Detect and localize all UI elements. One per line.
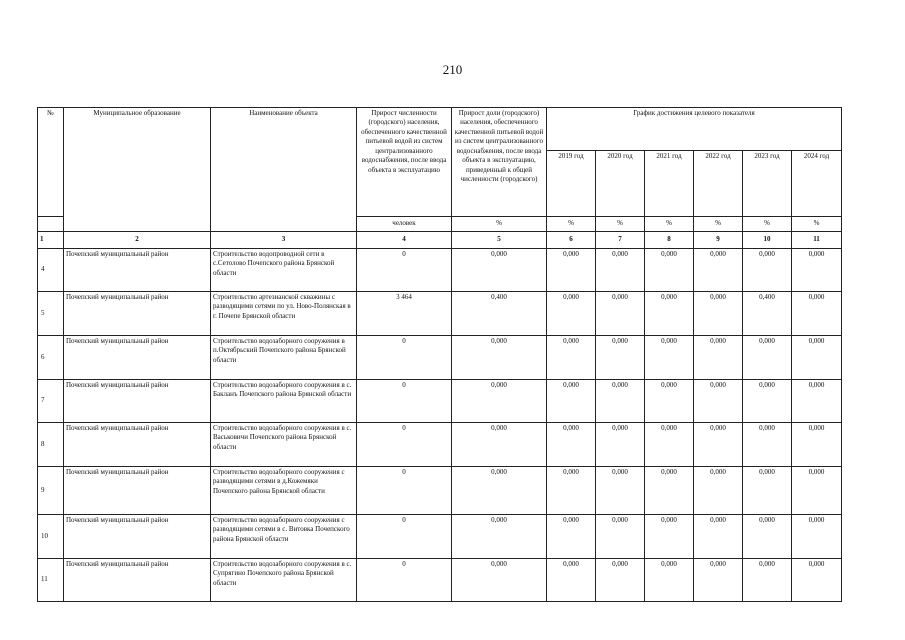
- municipality-cell: Почепский муниципальный район: [64, 467, 211, 515]
- municipality-cell: Почепский муниципальный район: [64, 336, 211, 380]
- header-num: №: [38, 108, 64, 217]
- year-value-cell: 0,000: [645, 423, 694, 467]
- share-growth-cell: 0,000: [452, 336, 547, 380]
- year-value-cell: 0,000: [547, 467, 596, 515]
- table-row: [38, 559, 842, 602]
- column-number: 4: [357, 232, 452, 249]
- object-name-cell: Строительство водозаборного сооружения в п.Октябрьский Почепского района Брянской области: [211, 336, 357, 380]
- year-value-cell: 0,000: [792, 292, 842, 336]
- unit-year: %: [743, 217, 792, 232]
- year-value-cell: 0,000: [694, 336, 743, 380]
- pop-growth-cell: 0: [357, 423, 452, 467]
- column-number: 8: [645, 232, 694, 249]
- year-value-cell: 0,000: [645, 249, 694, 292]
- year-value-cell: 0,000: [694, 423, 743, 467]
- row-number: 5: [38, 292, 64, 336]
- year-value-cell: 0,000: [792, 423, 842, 467]
- year-value-cell: 0,000: [743, 249, 792, 292]
- year-value-cell: 0,000: [596, 380, 645, 423]
- object-name-cell: Строительство артезианской скважины с разводящими сетями по ул. Ново-Полянская в г. Почепе Брянской области: [211, 292, 357, 336]
- year-value-cell: 0,000: [792, 380, 842, 423]
- year-value-cell: 0,000: [645, 467, 694, 515]
- object-name-cell: Строительство водозаборного сооружения с разводящими сетями в д.Кожемяки Почепского района Брянской области: [211, 467, 357, 515]
- share-growth-cell: 0,000: [452, 515, 547, 559]
- year-value-cell: 0,000: [547, 292, 596, 336]
- unit-year: %: [792, 217, 842, 232]
- share-growth-cell: 0,000: [452, 467, 547, 515]
- year-value-cell: 0,000: [596, 292, 645, 336]
- row-number: 9: [38, 467, 64, 515]
- year-value-cell: 0,000: [694, 467, 743, 515]
- column-number: 5: [452, 232, 547, 249]
- pop-growth-cell: 0: [357, 467, 452, 515]
- header-schedule: График достижения целевого показателя: [547, 108, 842, 151]
- column-number: 1: [38, 232, 64, 249]
- year-value-cell: 0,000: [792, 559, 842, 602]
- unit-year: %: [596, 217, 645, 232]
- header-year-2021: 2021 год: [645, 151, 694, 217]
- pop-growth-cell: 0: [357, 249, 452, 292]
- unit-year: %: [547, 217, 596, 232]
- municipality-cell: Почепский муниципальный район: [64, 515, 211, 559]
- municipality-cell: Почепский муниципальный район: [64, 423, 211, 467]
- year-value-cell: 0,000: [547, 559, 596, 602]
- header-year-2019: 2019 год: [547, 151, 596, 217]
- pop-growth-cell: 0: [357, 336, 452, 380]
- page-number: 210: [442, 62, 463, 77]
- column-number: 2: [64, 232, 211, 249]
- column-number: 7: [596, 232, 645, 249]
- object-name-cell: Строительство водозаборного сооружения в с. Бакланъ Почепского района Брянской области: [211, 380, 357, 423]
- object-name-cell: Строительство водозаборного сооружения в с. Супрягино Почепского района Брянской области: [211, 559, 357, 602]
- table-row: [38, 423, 842, 467]
- row-number: 11: [38, 559, 64, 602]
- table-row: [38, 515, 842, 559]
- municipality-cell: Почепский муниципальный район: [64, 249, 211, 292]
- header-object-name: Наименование объекта: [211, 108, 357, 232]
- year-value-cell: 0,000: [694, 380, 743, 423]
- year-value-cell: 0,400: [743, 292, 792, 336]
- column-number: 6: [547, 232, 596, 249]
- header-pop-growth: Прирост численности (городского) населения, обеспеченного качественной питьевой водой из систем централизованного водоснабжения, после ввода объекта в эксплуатацию: [357, 108, 452, 217]
- year-value-cell: 0,000: [596, 249, 645, 292]
- year-value-cell: 0,000: [645, 380, 694, 423]
- column-numbers-row: [38, 232, 842, 249]
- year-value-cell: 0,000: [645, 336, 694, 380]
- table-row: [38, 380, 842, 423]
- pop-growth-cell: 3 464: [357, 292, 452, 336]
- year-value-cell: 0,000: [792, 249, 842, 292]
- header-year-2023: 2023 год: [743, 151, 792, 217]
- year-value-cell: 0,000: [792, 467, 842, 515]
- table-row: [38, 467, 842, 515]
- pop-growth-cell: 0: [357, 380, 452, 423]
- year-value-cell: 0,000: [743, 467, 792, 515]
- column-number: 3: [211, 232, 357, 249]
- year-value-cell: 0,000: [645, 292, 694, 336]
- unit-pop: человек: [357, 217, 452, 232]
- row-number: 8: [38, 423, 64, 467]
- year-value-cell: 0,000: [792, 515, 842, 559]
- header-year-2020: 2020 год: [596, 151, 645, 217]
- share-growth-cell: 0,400: [452, 292, 547, 336]
- year-value-cell: 0,000: [596, 336, 645, 380]
- header-share-growth: Прирост доли (городского) населения, обеспеченного качественной питьевой водой из систем централизованного водоснабжения, после ввода объекта в эксплуатацию, приведенный к общей численности (городского): [452, 108, 547, 217]
- year-value-cell: 0,000: [596, 423, 645, 467]
- year-value-cell: 0,000: [547, 336, 596, 380]
- unit-share: %: [452, 217, 547, 232]
- year-value-cell: 0,000: [743, 515, 792, 559]
- year-value-cell: 0,000: [547, 249, 596, 292]
- unit-year: %: [645, 217, 694, 232]
- table-row: [38, 336, 842, 380]
- object-name-cell: Строительство водозаборного сооружения в с. Васьковичи Почепского района Брянской области: [211, 423, 357, 467]
- year-value-cell: 0,000: [547, 423, 596, 467]
- year-value-cell: 0,000: [743, 559, 792, 602]
- year-value-cell: 0,000: [694, 559, 743, 602]
- year-value-cell: 0,000: [743, 336, 792, 380]
- row-number: 7: [38, 380, 64, 423]
- column-number: 11: [792, 232, 842, 249]
- unit-num-blank: [38, 217, 64, 232]
- column-number: 9: [694, 232, 743, 249]
- pop-growth-cell: 0: [357, 559, 452, 602]
- header-row-1: [38, 108, 842, 151]
- year-value-cell: 0,000: [547, 380, 596, 423]
- pop-growth-cell: 0: [357, 515, 452, 559]
- year-value-cell: 0,000: [743, 423, 792, 467]
- indicator-table: [37, 107, 842, 602]
- object-name-cell: Строительство водопроводной сети в с.Сетолово Почепского района Брянской области: [211, 249, 357, 292]
- header-year-2024: 2024 год: [792, 151, 842, 217]
- year-value-cell: 0,000: [694, 515, 743, 559]
- object-name-cell: Строительство водозаборного сооружения с разводящими сетями в с. Витовка Почепского района Брянской области: [211, 515, 357, 559]
- unit-year: %: [694, 217, 743, 232]
- municipality-cell: Почепский муниципальный район: [64, 380, 211, 423]
- municipality-cell: Почепский муниципальный район: [64, 559, 211, 602]
- row-number: 4: [38, 249, 64, 292]
- table-body: [38, 249, 842, 602]
- year-value-cell: 0,000: [743, 380, 792, 423]
- table-row: [38, 292, 842, 336]
- year-value-cell: 0,000: [645, 515, 694, 559]
- year-value-cell: 0,000: [596, 515, 645, 559]
- row-number: 10: [38, 515, 64, 559]
- row-number: 6: [38, 336, 64, 380]
- share-growth-cell: 0,000: [452, 249, 547, 292]
- share-growth-cell: 0,000: [452, 423, 547, 467]
- year-value-cell: 0,000: [694, 249, 743, 292]
- year-value-cell: 0,000: [645, 559, 694, 602]
- column-number: 10: [743, 232, 792, 249]
- year-value-cell: 0,000: [792, 336, 842, 380]
- year-value-cell: 0,000: [596, 559, 645, 602]
- share-growth-cell: 0,000: [452, 380, 547, 423]
- year-value-cell: 0,000: [596, 467, 645, 515]
- share-growth-cell: 0,000: [452, 559, 547, 602]
- header-year-2022: 2022 год: [694, 151, 743, 217]
- table-row: [38, 249, 842, 292]
- year-value-cell: 0,000: [694, 292, 743, 336]
- year-value-cell: 0,000: [547, 515, 596, 559]
- header-municipality: Муниципальное образование: [64, 108, 211, 232]
- municipality-cell: Почепский муниципальный район: [64, 292, 211, 336]
